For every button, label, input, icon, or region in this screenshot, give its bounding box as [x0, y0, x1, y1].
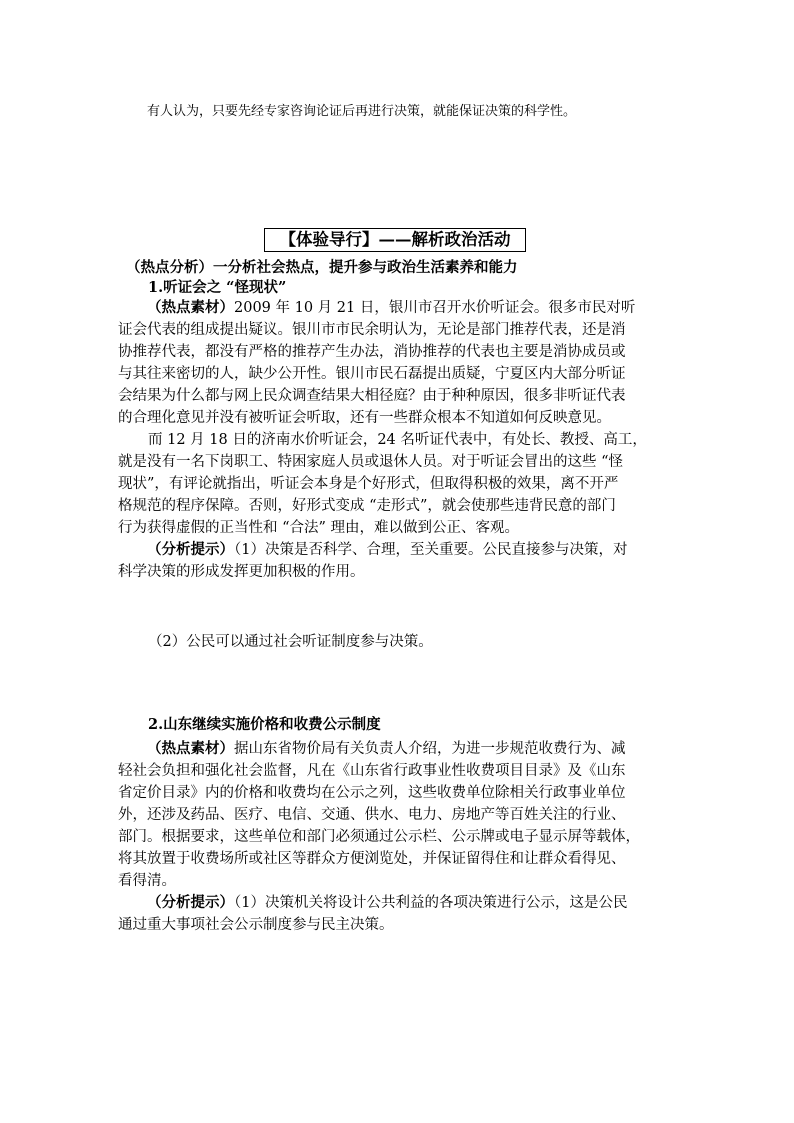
item2-material-line-2: 轻社会负担和强化社会监督，凡在《山东省行政事业性收费项目目录》及《山东: [118, 763, 626, 779]
item2-material-label: （热点素材）: [147, 740, 234, 757]
item2-material-line-4: 外，还涉及药品、医疗、电信、交通、供水、电力、房地产等百姓关注的行业、: [118, 807, 626, 823]
item2-material-line-5: 部门。根据要求，这些单位和部门必须通过公示栏、公示牌或电子显示屏等载体，: [118, 829, 640, 845]
item2-hint-line-1: （分析提示）（1）决策机关将设计公共利益的各项决策进行公示，这是公民: [147, 894, 628, 911]
section-subtitle: （热点分析）一分析社会热点，提升参与政治生活素养和能力: [126, 259, 518, 276]
item1-material-line-2: 证会代表的组成提出疑议。银川市市民余明认为，无论是部门推荐代表，还是消: [118, 322, 626, 338]
item1-material-line-6: 的合理化意见并没有被听证会听取，还有一些群众根本不知道如何反映意见。: [118, 410, 611, 426]
item1-material-line-5: 会结果为什么都与网上民众调查结果大相径庭？由于种种原因，很多非听证代表: [118, 388, 626, 404]
item1-para2-line-4: 格规范的程序保障。否则，好形式变成 “走形式”，就会使那些违背民意的部门: [118, 498, 616, 514]
item2-heading: 2.山东继续实施价格和收费公示制度: [148, 716, 381, 733]
item2-material-line-3: 省定价目录》内的价格和收费均在公示之列，这些收费单位除相关行政事业单位: [118, 785, 626, 801]
item1-para2-line-3: 现状”，有评论就指出，听证会本身是个好形式，但取得积极的效果，离不开严: [118, 476, 619, 492]
item1-para2-line-1: 而 12 月 18 日的济南水价听证会，24 名听证代表中，有处长、教授、高工，: [148, 432, 647, 448]
item1-material-label: （热点素材）: [147, 299, 234, 316]
item2-hint-label: （分析提示）: [147, 894, 234, 911]
item1-heading: 1.听证会之 “怪现状”: [148, 279, 287, 296]
intro-text: 有人认为，只要先经专家咨询论证后再进行决策，就能保证决策的科学性。: [147, 104, 577, 119]
item1-point2: （2）公民可以通过社会听证制度参与决策。: [148, 634, 433, 650]
item1-hint-line-1: （分析提示）（1）决策是否科学、合理，至关重要。公民直接参与决策，对: [147, 541, 628, 558]
item1-material-line-4: 与其往来密切的人，缺少公开性。银川市民石磊提出质疑，宁夏区内大部分听证: [118, 366, 626, 382]
item1-hint-label: （分析提示）: [147, 541, 234, 558]
item1-para2-line-2: 就是没有一名下岗职工、特困家庭人员或退休人员。对于听证会冒出的这些 “怪: [118, 454, 624, 470]
item1-material-line-1: （热点素材）2009 年 10 月 21 日，银川市召开水价听证会。很多市民对听: [147, 299, 636, 316]
item2-material-line-7: 看得清。: [118, 873, 176, 889]
section-title-box: 【体验导行】——解析政治活动: [264, 228, 526, 252]
item1-para2-line-5: 行为获得虚假的正当性和 “合法” 理由，难以做到公正、客观。: [118, 520, 520, 536]
item2-hint-line-2: 通过重大事项社会公示制度参与民主决策。: [118, 917, 394, 933]
item1-material-line-3: 协推荐代表，都没有严格的推荐产生办法，消协推荐的代表也主要是消协成员或: [118, 344, 626, 360]
item1-hint-line-2: 科学决策的形成发挥更加积极的作用。: [118, 564, 365, 580]
item2-material-line-6: 将其放置于收费场所或社区等群众方便浏览处，并保证留得住和让群众看得见、: [118, 851, 626, 867]
item2-material-line-1: （热点素材）据山东省物价局有关负责人介绍，为进一步规范收费行为、减: [147, 740, 626, 757]
